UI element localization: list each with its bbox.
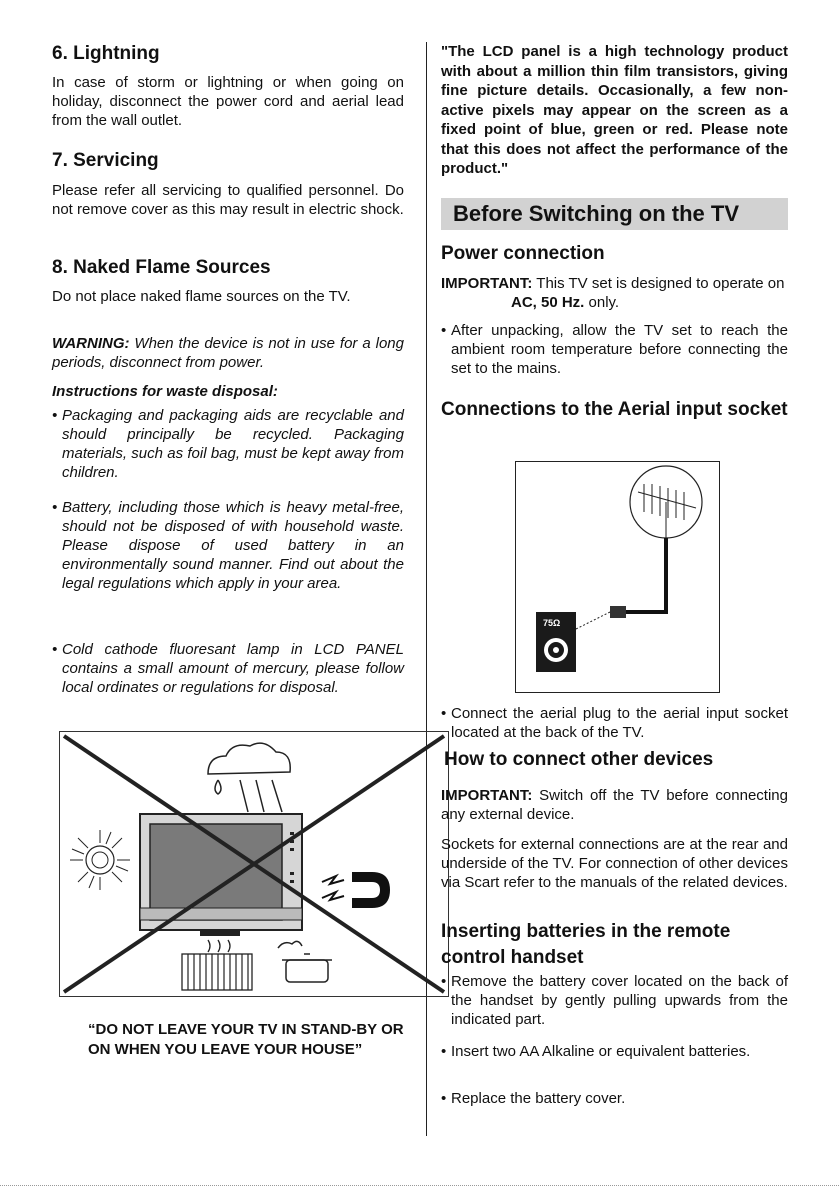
devices-section-title: How to connect other devices [444,749,714,770]
page-bottom-rule [0,1185,839,1188]
rain-cloud-icon [208,743,290,812]
section-7-body: Please refer all servicing to qualified personnel. Do not remove cover as this may result in electric shock. [52,182,404,218]
antenna-icon [630,466,702,538]
warning-paragraph [52,334,404,372]
warning-label: WARNING: [52,335,130,352]
waste-bullet: • Cold cathode fluoresant lamp in LCD PANEL contains a small amount of mercury, please follow local ordinates or regulations for disposal. [52,641,404,696]
aerial-bullet: • Connect the aerial plug to the aerial input socket located at the back of the TV. [441,705,788,741]
standby-caption: “DO NOT LEAVE YOUR TV IN STAND-BY OR ON WHEN YOU LEAVE YOUR HOUSE” [88,1021,404,1058]
sun-icon [70,830,130,890]
socket-label: 75Ω [543,618,561,628]
aerial-connection-figure [515,461,720,693]
important-label: IMPORTANT: [441,275,533,292]
battery-bullet: • Insert two AA Alkaline or equivalent batteries. [441,1043,751,1060]
lcd-panel-quote: "The LCD panel is a high technology product with about a million thin film transistors, giving fine picture details. Occasionally, a few non-active pixels may appear on the screen as a fixed point of blue, green or red. Please note that this does not affect the performance of the product." [441,43,788,177]
waste-title: Instructions for waste disposal: [52,383,278,400]
section-8-body: Do not place naked flame sources on the TV. [52,288,351,305]
power-important-text: IMPORTANT: This TV set is designed to operate on AC, 50 Hz. only. [441,275,785,311]
battery-bullet: • Remove the battery cover located on the back of the handset by gently pulling upwards from the indicated part. [441,973,788,1028]
batteries-section-title: Inserting batteries in the remote control handset [441,921,731,968]
aerial-socket-icon [536,612,576,672]
waste-bullet: • Battery, including those which is heavy metal-free, should not be disposed of with household waste. Please dispose of used battery in an environmentally sound manner. Find out about the legal regulations which apply in your area. [52,499,404,592]
devices-body: Sockets for external connections are at the rear and underside of the TV. For connection of other devices via Scart refer to the manuals of the related devices. [441,836,788,891]
section-6-body: In case of storm or lightning or when going on holiday, disconnect the power cord and aerial lead from the wall outlet. [52,74,404,129]
section-banner [441,198,788,230]
prohibition-cross [64,736,444,992]
power-connection-title: Power connection [441,243,605,264]
aerial-plug-icon [610,606,626,618]
warning-text: When the device is not in use for a long periods, disconnect from power. [52,335,404,371]
radiator-icon [182,940,252,990]
standby-warning-illustration [59,731,449,997]
aerial-section-title: Connections to the Aerial input socket [441,399,788,420]
cooking-pot-icon [278,941,332,982]
devices-important-text: IMPORTANT: Switch off the TV before connecting any external device. [441,787,788,823]
banner-title: Before Switching on the TV [453,201,740,226]
battery-bullet: • Replace the battery cover. [441,1090,626,1107]
aerial-cable [626,538,666,612]
waste-bullet: • Packaging and packaging aids are recyclable and should principally be recycled. Packaging materials, such as foil bag, must be kept away from children. [52,407,404,481]
section-7-title: 7. Servicing [52,150,159,171]
section-8-title: 8. Naked Flame Sources [52,257,271,278]
tv-icon [140,814,302,936]
magnet-icon [322,872,390,908]
section-6-title: 6. Lightning [52,43,160,64]
power-bullet: • After unpacking, allow the TV set to reach the ambient room temperature before connecting the set to the mains. [441,322,788,377]
